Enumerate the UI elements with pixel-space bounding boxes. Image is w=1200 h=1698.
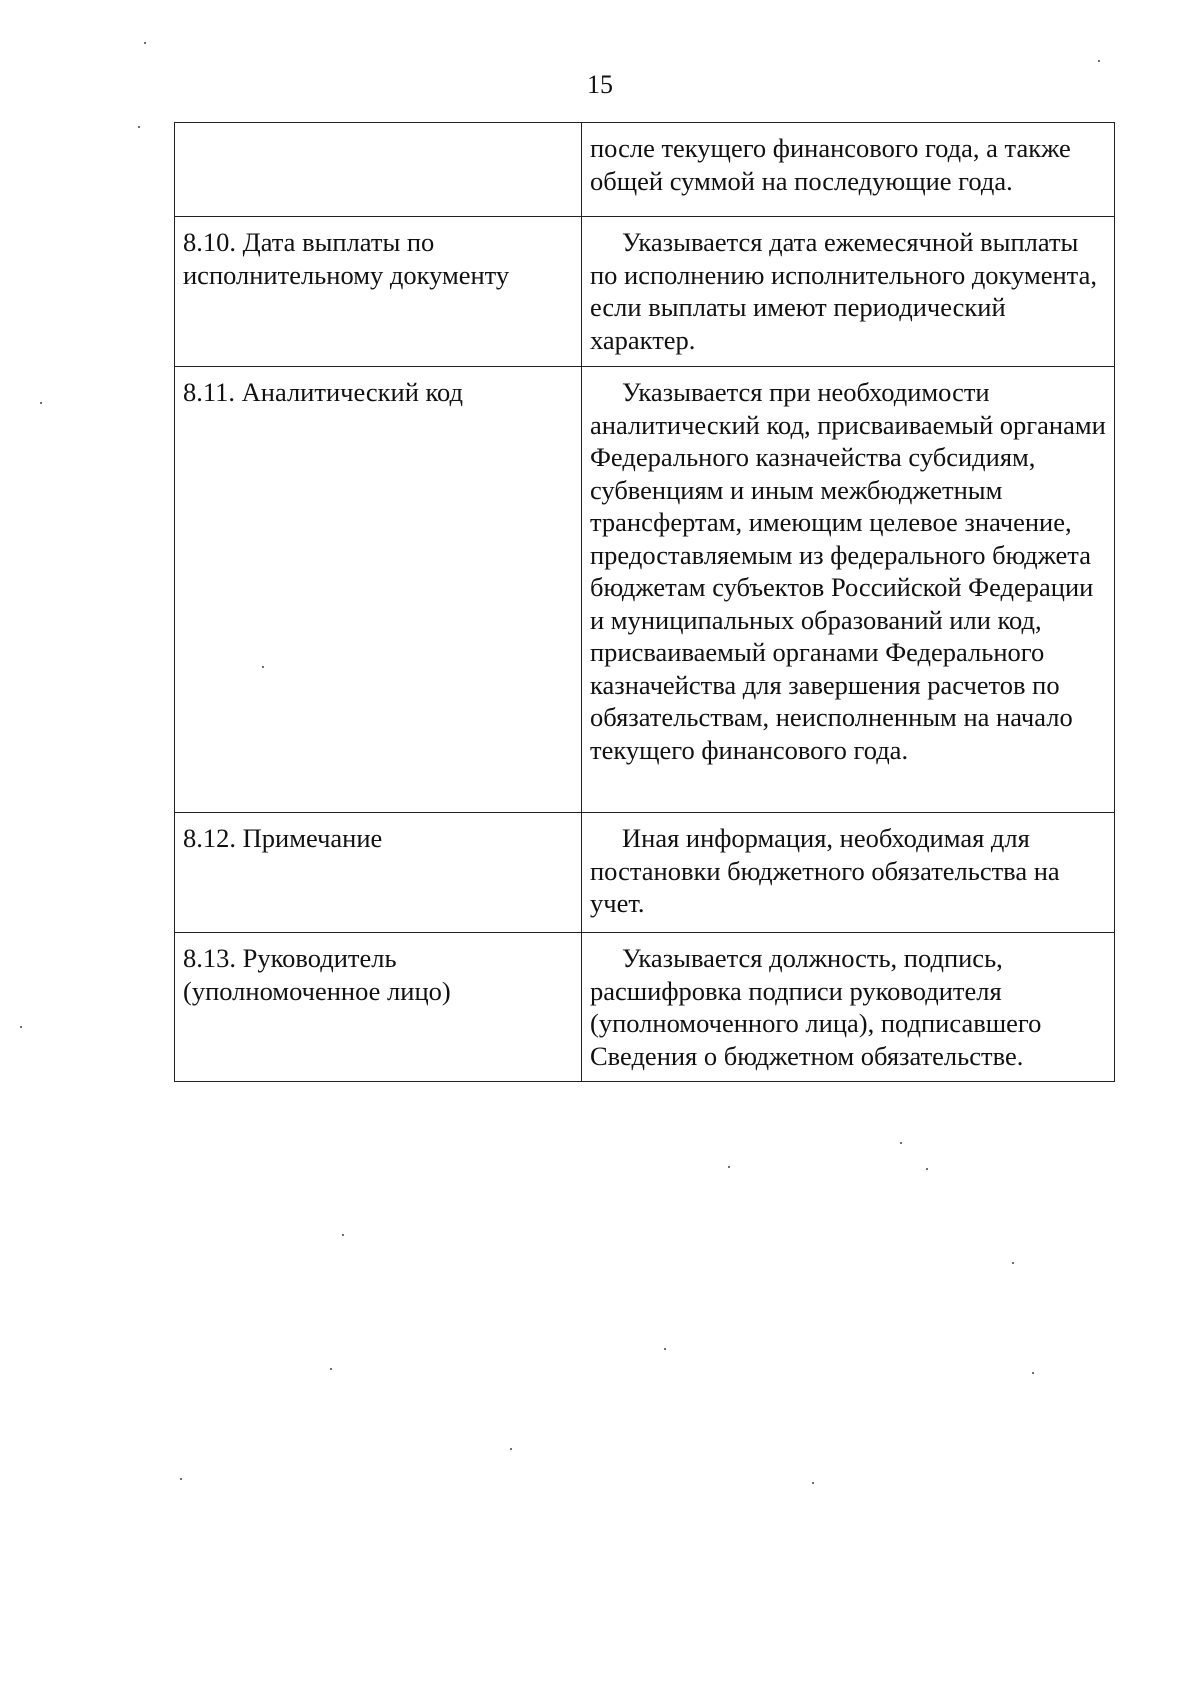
scan-speck — [138, 126, 140, 128]
scan-speck — [342, 1234, 344, 1236]
scan-speck — [926, 1168, 928, 1170]
scan-speck — [40, 402, 42, 404]
table-row — [175, 813, 1115, 933]
page-number: 15 — [587, 70, 613, 99]
table-row — [175, 367, 1115, 813]
field-description-text: Иная информация, необходимая для постановки бюджетного обязательства на учет. — [590, 823, 1060, 918]
scan-speck — [728, 1166, 730, 1168]
field-name-cell: 8.12. Примечание — [175, 813, 582, 933]
scan-speck — [1032, 1372, 1034, 1374]
table-row — [175, 217, 1115, 367]
scan-speck — [262, 666, 264, 668]
table-row — [175, 933, 1115, 1082]
budget-obligation-fields-table — [174, 122, 1115, 1082]
scan-speck — [1012, 1262, 1014, 1264]
field-description-cell — [582, 813, 1115, 933]
scan-speck — [330, 1368, 332, 1370]
scan-speck — [144, 42, 146, 44]
field-description-text: Указывается должность, подпись, расшифровка подписи руководителя (уполномоченного лица), подписавшего Сведения о бюджетном обязательстве. — [590, 943, 1042, 1071]
field-description-text: Указывается дата ежемесячной выплаты по исполнению исполнительного документа, если выплаты имеют периодический характер. — [590, 227, 1097, 355]
scan-speck — [900, 1142, 902, 1144]
field-name-cell — [175, 123, 582, 217]
table-row — [175, 123, 1115, 217]
scan-speck — [510, 1448, 512, 1450]
field-description-cell — [582, 123, 1115, 217]
field-description-cell — [582, 367, 1115, 813]
field-name-cell: 8.10. Дата выплаты по исполнительному документу — [175, 217, 582, 367]
field-description-text: после текущего финансового года, а также общей суммой на последующие года. — [590, 133, 1071, 196]
field-name-cell: 8.13. Руководитель (уполномоченное лицо) — [175, 933, 582, 1082]
scan-speck — [1098, 60, 1100, 62]
field-description-text: Указывается при необходимости аналитический код, присваиваемый органами Федерального казначейства субсидиям, субвенциям и иным межбюджетным трансфертам, имеющим целевое значение, предоставляемым из федерального бюджета бюджетам субъектов Российской Федерации и муниципальных образований или код, присваиваемый органами Федерального казначейства для завершения расчетов по обязательствам, неисполненным на начало текущего финансового года. — [590, 377, 1106, 765]
scan-speck — [20, 1026, 22, 1028]
field-description-cell — [582, 933, 1115, 1082]
scan-speck — [812, 1482, 814, 1484]
field-name-cell: 8.11. Аналитический код — [175, 367, 582, 813]
scan-speck — [180, 1478, 182, 1480]
field-description-cell — [582, 217, 1115, 367]
scan-speck — [664, 1348, 666, 1350]
